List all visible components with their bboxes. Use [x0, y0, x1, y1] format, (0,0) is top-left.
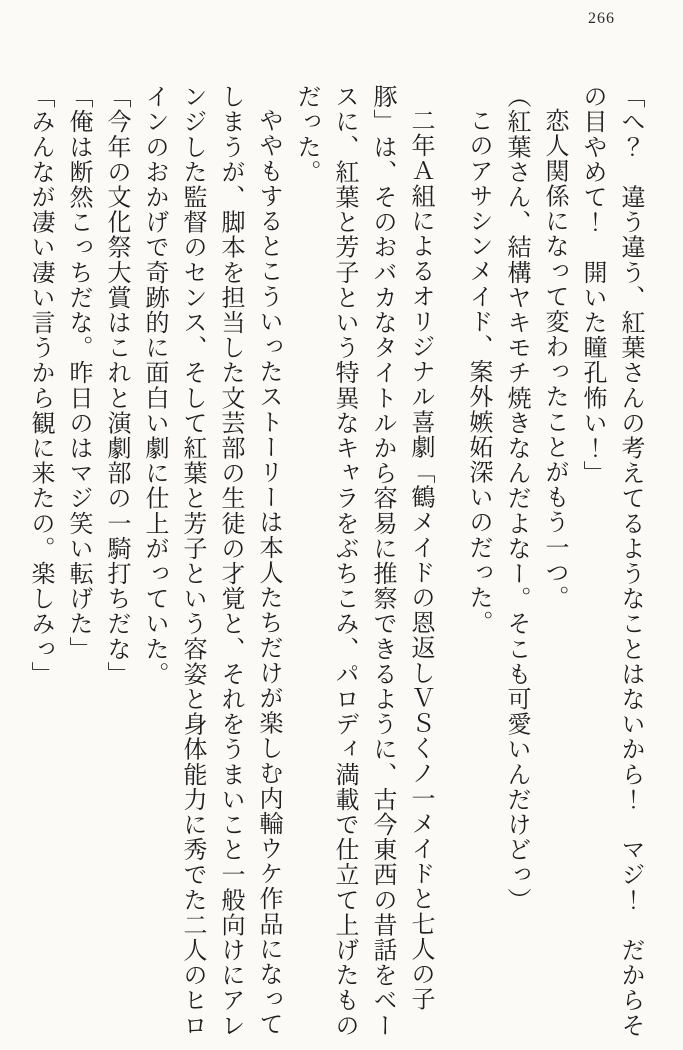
paragraph-dialogue-1: 「へ？ 違う違う、紅葉さんの考えてるようなことはないから！ マジ！ だからその目やめて！ 開いた瞳孔怖い！」	[579, 84, 643, 1038]
paragraph-inner-thought: （紅葉さん、結構ヤキモチ焼きなんだよなー。そこも可愛いんだけどっ）	[503, 84, 529, 913]
paragraph-narration-1: 恋人関係になって変わったことがもう一つ。	[541, 108, 567, 610]
paragraph-narration-4: ややもするとこういったストーリーは本人たちだけが楽しむ内輪ウケ作品になってしまうが、脚本を担当した文芸部の生徒の才覚と、それをうまいこと一般向けにアレンジした監督のセンス、そして紅葉と芳子という容姿と身体能力に秀でた二人のヒロインのおかげで奇跡的に面白い劇に仕上がっていた。	[141, 84, 281, 1038]
paragraph-dialogue-2: 「今年の文化祭大賞はこれと演劇部の一騎打ちだな」	[103, 84, 129, 687]
main-text-block	[21, 84, 649, 1040]
paragraph-narration-3: 二年Ａ組によるオリジナル喜劇「鶴メイドの恩返しＶＳくノ一メイドと七人の子豚」は、そのおバカなタイトルから容易に推察できるように、古今東西の昔話をベースに、紅葉と芳子という特異なキャラをぶちこみ、パロディ満載で仕立て上げたものだった。	[293, 84, 433, 1038]
paragraph-dialogue-4: 「みんなが凄い凄い言うから観に来たの。楽しみっ」	[27, 84, 53, 687]
page-number: 266	[588, 10, 615, 27]
paragraph-narration-2: このアサシンメイド、案外嫉妬深いのだった。	[465, 108, 491, 636]
paragraph-dialogue-3: 「俺は断然こっちだな。昨日のはマジ笑い転げた」	[65, 84, 91, 662]
